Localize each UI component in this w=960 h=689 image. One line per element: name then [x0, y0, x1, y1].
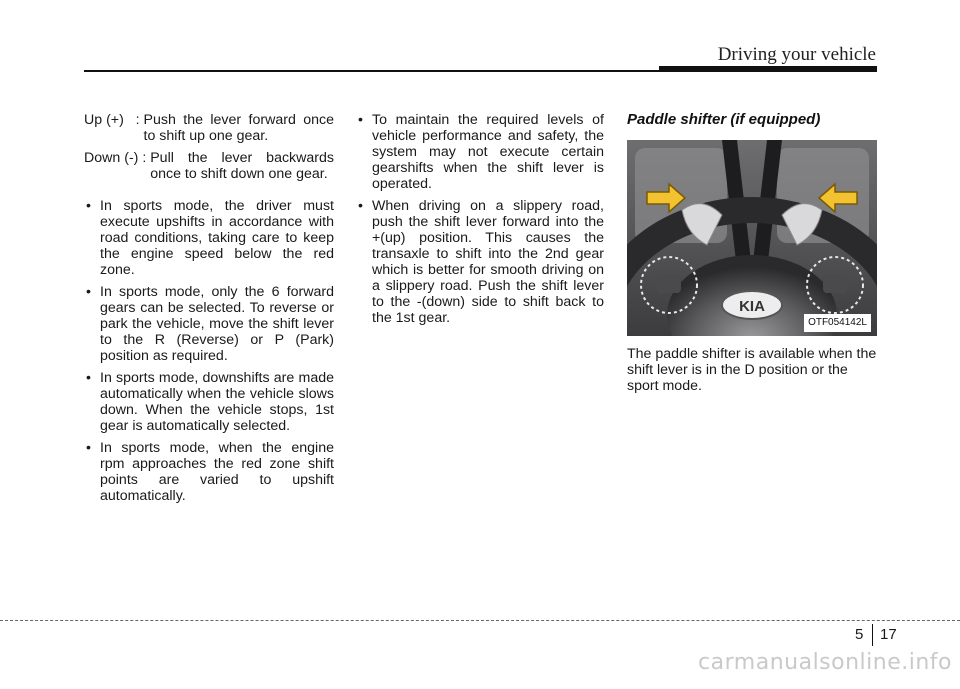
- bullet-list: [84, 198, 334, 504]
- watermark: carmanualsonline.info: [698, 650, 952, 675]
- list-item: • When driving on a slippery road, push the shift lever forward into the +(up) position. This causes the transaxle to shift into the 2nd gear which is better for smooth driving on a slippery road. Push the shift lever to the -(down) side to shift back to the 1st gear.: [356, 198, 604, 326]
- header-title: Driving your vehicle: [717, 44, 876, 65]
- column-left: [84, 112, 334, 510]
- definition-desc: Pull the lever backwards once to shift down one gear.: [150, 150, 334, 182]
- definition-term: Down (-) :: [84, 150, 151, 166]
- page-number: 17: [880, 626, 897, 643]
- bullet-list: [356, 112, 604, 326]
- page-number-separator: [872, 624, 873, 646]
- paddle-shifter-description: The paddle shifter is available when the shift lever is in the D position or the sport mode.: [627, 346, 877, 394]
- figure-logo: KIA: [739, 298, 765, 315]
- paddle-shifter-figure: [627, 140, 877, 336]
- steering-wheel-illustration: [627, 140, 877, 336]
- definition-down: [84, 150, 334, 182]
- header-rule: [84, 70, 659, 72]
- definition-term: Up (+) :: [84, 112, 144, 128]
- list-item: • In sports mode, the driver must execute upshifts in accordance with road conditions, taking care to keep the engine speed below the red zone.: [84, 198, 334, 278]
- footer-rule: [0, 620, 960, 621]
- figure-caption: OTF054142L: [804, 314, 871, 332]
- section-title: Paddle shifter (if equipped): [627, 111, 821, 128]
- definition-desc: Push the lever forward once to shift up one gear.: [143, 112, 334, 144]
- list-item: • In sports mode, when the engine rpm approaches the red zone shift points are varied to upshift automatically.: [84, 440, 334, 504]
- list-item: • To maintain the required levels of vehicle performance and safety, the system may not execute certain gearshifts when the shift lever is operated.: [356, 112, 604, 192]
- list-item: • In sports mode, downshifts are made automatically when the vehicle slows down. When the vehicle stops, 1st gear is automatically selected.: [84, 370, 334, 434]
- list-item: • In sports mode, only the 6 forward gears can be selected. To reverse or park the vehicle, move the shift lever to the R (Reverse) or P (Park) position as required.: [84, 284, 334, 364]
- definition-up: [84, 112, 334, 144]
- column-right: [627, 112, 877, 394]
- chapter-number: 5: [855, 626, 864, 643]
- column-middle: [356, 112, 604, 332]
- header-rule-accent: [659, 66, 877, 72]
